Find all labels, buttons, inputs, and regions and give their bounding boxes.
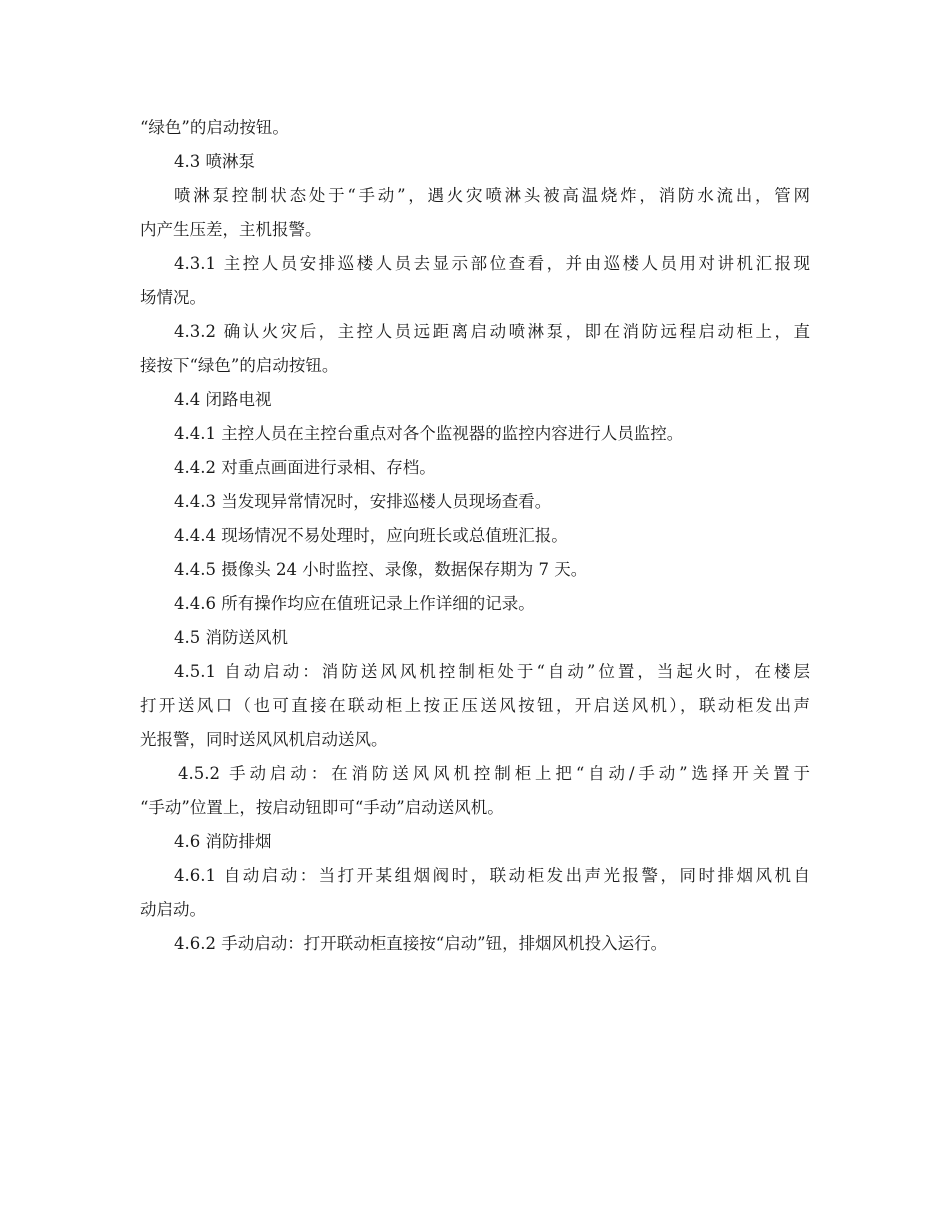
section-heading: 4.4 闭路电视 <box>174 390 272 409</box>
text-line: 4.3.1 主控人员安排巡楼人员去显示部位查看，并由巡楼人员用对讲机汇报现 <box>174 254 810 273</box>
text-line: 4.4.2 对重点画面进行录相、存档。 <box>174 458 436 477</box>
text-line: 4.3.2 确认火灾后，主控人员远距离启动喷淋泵，即在消防远程启动柜上，直 <box>174 322 810 341</box>
text-line: 场情况。 <box>140 288 206 307</box>
text-line: 光报警，同时送风风机启动送风。 <box>140 730 388 749</box>
text-line: 4.4.5 摄像头 24 小时监控、录像，数据保存期为 7 天。 <box>174 560 588 579</box>
text-line: “绿色”的启动按钮。 <box>140 118 289 137</box>
text-line: 4.6.2 手动启动：打开联动柜直接按“启动”钮，排烟风机投入运行。 <box>174 934 668 953</box>
text-line: 4.4.6 所有操作均应在值班记录上作详细的记录。 <box>174 594 535 613</box>
text-line: 喷淋泵控制状态处于“手动”，遇火灾喷淋头被高温烧炸，消防水流出，管网 <box>174 186 810 205</box>
text-line: “手动”位置上，按启动钮即可“手动”启动送风机。 <box>140 798 504 817</box>
text-line: 打开送风口（也可直接在联动柜上按正压送风按钮，开启送风机），联动柜发出声 <box>140 696 810 715</box>
text-line: 4.5.2 手动启动：在消防送风风机控制柜上把“自动/手动”选择开关置于 <box>178 764 810 783</box>
text-line: 4.4.3 当发现异常情况时，安排巡楼人员现场查看。 <box>174 492 552 511</box>
text-line: 动启动。 <box>140 900 206 919</box>
text-line: 4.4.1 主控人员在主控台重点对各个监视器的监控内容进行人员监控。 <box>174 424 684 443</box>
text-line: 接按下“绿色”的启动按钮。 <box>140 356 339 375</box>
text-line: 4.6.1 自动启动：当打开某组烟阀时，联动柜发出声光报警，同时排烟风机自 <box>174 866 810 885</box>
text-line: 内产生压差，主机报警。 <box>140 220 322 239</box>
section-heading: 4.5 消防送风机 <box>174 628 288 647</box>
text-line: 4.4.4 现场情况不易处理时，应向班长或总值班汇报。 <box>174 526 568 545</box>
section-heading: 4.6 消防排烟 <box>174 832 272 851</box>
section-heading: 4.3 喷淋泵 <box>174 152 255 171</box>
text-line: 4.5.1 自动启动：消防送风风机控制柜处于“自动”位置，当起火时，在楼层 <box>174 662 810 681</box>
